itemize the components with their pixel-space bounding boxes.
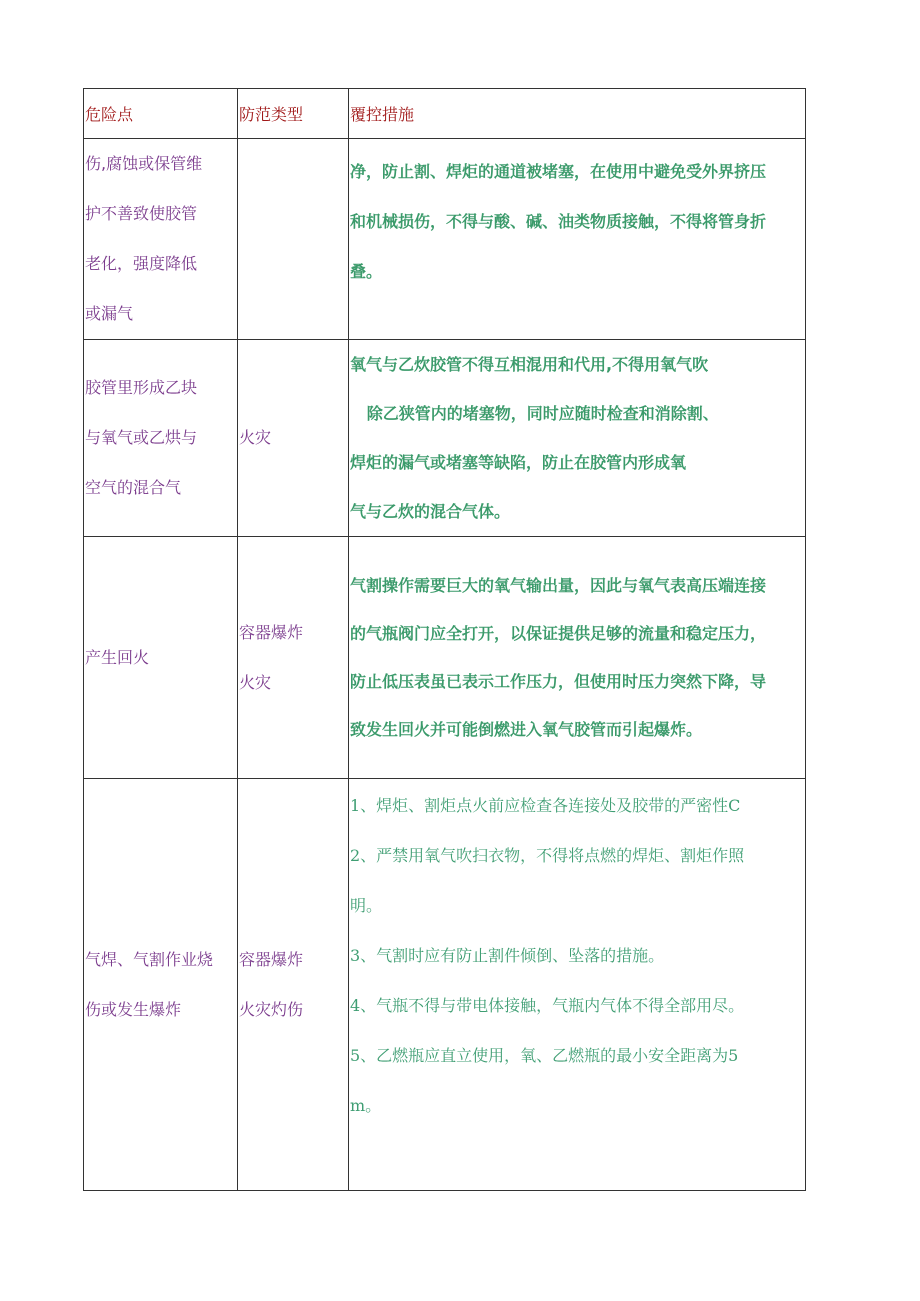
header-row [84, 89, 806, 139]
measures-cell: 净，防止割、焊炬的通道被堵塞，在使用中避免受外界挤压 和机械损伤，不得与酸、碱、油类物质接触，不得将管身折 叠。 [349, 139, 806, 340]
header-type: 防范类型 [238, 89, 349, 139]
header-measures: 覆控措施 [349, 89, 806, 139]
type-cell [238, 139, 349, 340]
table-row [84, 139, 806, 340]
hazard-cell: 气焊、气割作业烧 伤或发生爆炸 [84, 779, 238, 1191]
type-cell: 火灾 [238, 340, 349, 537]
measures-cell: 氧气与乙炊胶管不得互相混用和代用,不得用氧气吹 除乙狭管内的堵塞物，同时应随时检查和消除割、 焊炬的漏气或堵塞等缺陷，防止在胶管内形成氧 气与乙炊的混合气体。 [349, 340, 806, 537]
type-cell: 容器爆炸 火灾 [238, 537, 349, 779]
hazard-cell: 胶管里形成乙块 与氧气或乙烘与 空气的混合气 [84, 340, 238, 537]
hazard-cell: 伤,腐蚀或保管维 护不善致使胶管 老化，强度降低 或漏气 [84, 139, 238, 340]
table-row [84, 340, 806, 537]
header-hazard: 危险点 [84, 89, 238, 139]
measures-cell: 1、焊炬、割炬点火前应检查各连接处及胶带的严密性C 2、严禁用氧气吹扫衣物，不得将点燃的焊炬、割炬作照 明。 3、气割时应有防止割件倾倒、坠落的措施。 4、气瓶不得与带电体接触，气瓶内气体不得全部用尽。 5、乙燃瓶应直立使用，氧、乙燃瓶的最小安全距离为5 m。 [349, 779, 806, 1191]
hazard-control-table [83, 88, 806, 1191]
table-row [84, 537, 806, 779]
measures-cell: 气割操作需要巨大的氧气输出量，因此与氧气表高压端连接 的气瓶阀门应全打开，以保证提供足够的流量和稳定压力， 防止低压表虽已表示工作压力，但使用时压力突然下降，导 致发生回火并可能倒燃进入氧气胶管而引起爆炸。 [349, 537, 806, 779]
type-cell: 容器爆炸 火灾灼伤 [238, 779, 349, 1191]
table-row [84, 779, 806, 1191]
hazard-cell: 产生回火 [84, 537, 238, 779]
